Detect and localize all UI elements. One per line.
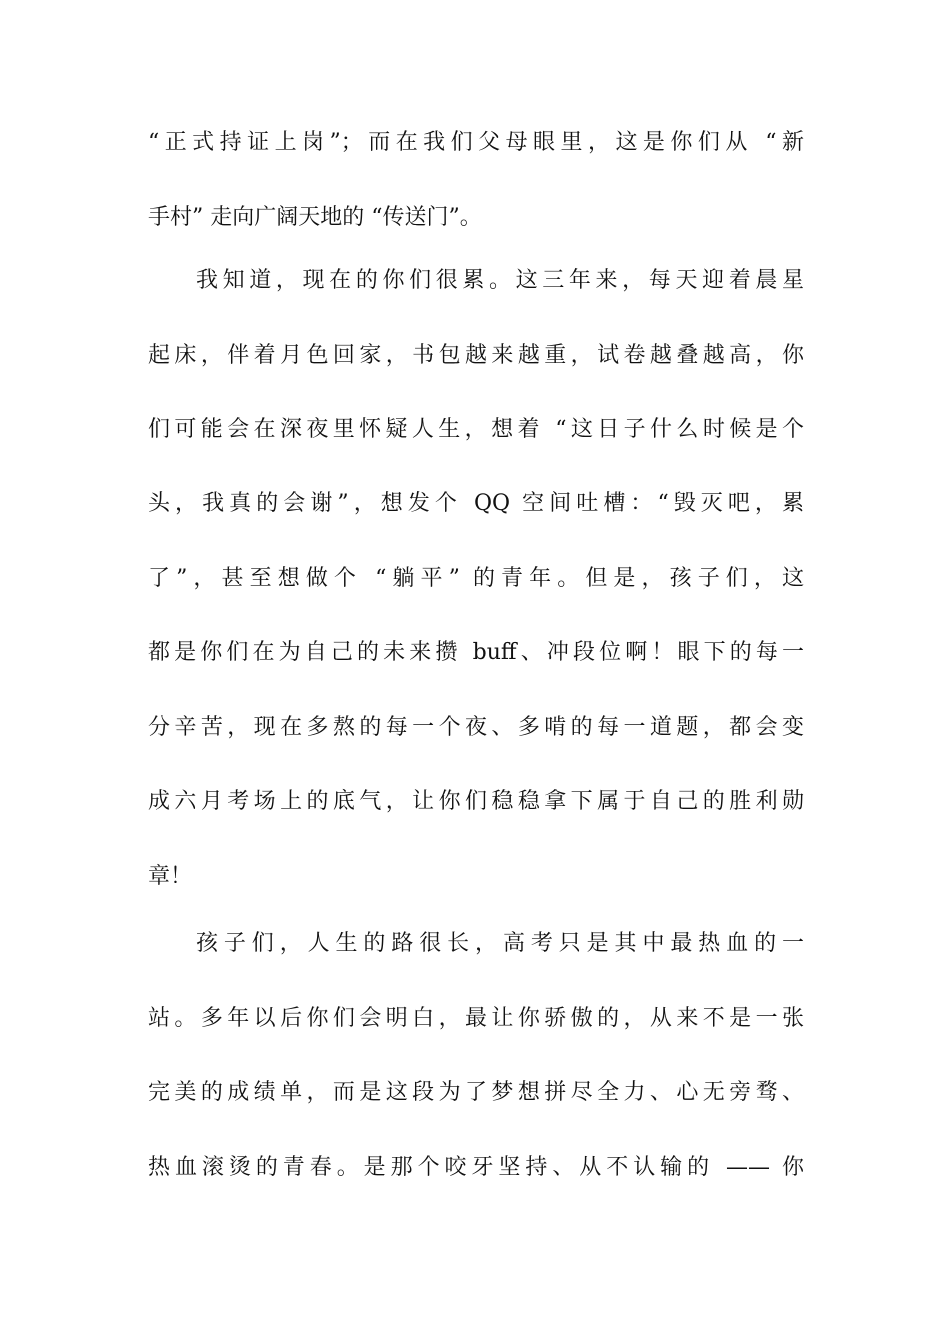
paragraph-line: 们可能会在深夜里怀疑人生，想着 “这日子什么时候是个 [148, 417, 804, 442]
paragraph-line: 了”，甚至想做个 “躺平” 的青年。但是，孩子们，这 [148, 566, 804, 591]
paragraph-line: 成六月考场上的底气，让你们稳稳拿下属于自己的胜利勋 [148, 789, 804, 814]
paragraph-line: 站。多年以后你们会明白，最让你骄傲的，从来不是一张 [148, 1006, 804, 1031]
paragraph-line: 章！ [148, 864, 193, 889]
paragraph-line: 都是你们在为自己的未来攒 buff、冲段位啊！眼下的每一 [148, 640, 804, 665]
paragraph-line: 孩子们，人生的路很长，高考只是其中最热血的一 [196, 931, 804, 956]
paragraph-line: 我知道，现在的你们很累。这三年来，每天迎着晨星 [196, 268, 804, 293]
paragraph-line: 手村” 走向广阔天地的 “传送门”。 [148, 205, 482, 230]
paragraph-line: 热血滚烫的青春。是那个咬牙坚持、从不认输的 —— 你 [148, 1155, 804, 1180]
paragraph-line: 完美的成绩单，而是这段为了梦想拼尽全力、心无旁骛、 [148, 1080, 804, 1105]
paragraph-line: 头，我真的会谢”，想发个 QQ 空间吐槽：“毁灭吧，累 [148, 491, 804, 516]
paragraph-line: “正式持证上岗”；而在我们父母眼里，这是你们从 “新 [148, 130, 804, 155]
paragraph-line: 分辛苦，现在多熬的每一个夜、多啃的每一道题，都会变 [148, 715, 804, 740]
paragraph-line: 起床，伴着月色回家，书包越来越重，试卷越叠越高，你 [148, 343, 804, 368]
